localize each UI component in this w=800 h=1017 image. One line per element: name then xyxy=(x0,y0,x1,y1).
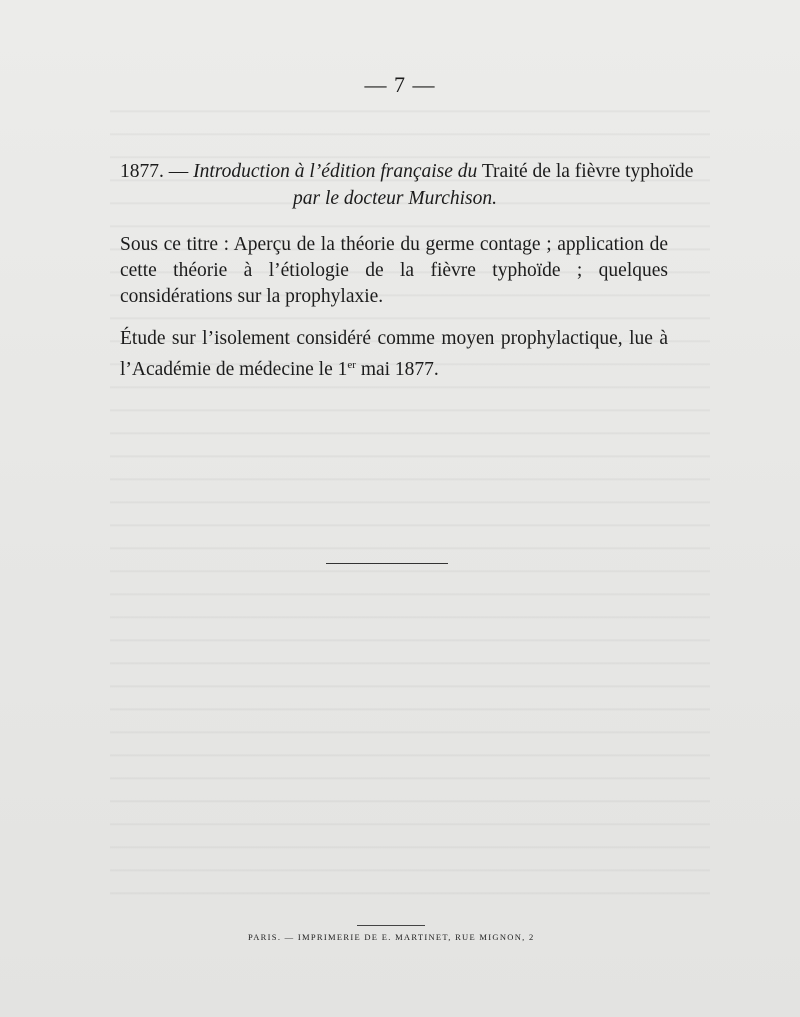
entry-roman-title: Traité de la fièvre typhoïde xyxy=(477,161,694,182)
show-through-texture xyxy=(110,90,710,910)
section-divider xyxy=(326,563,448,564)
entry-italic-title: Introduction à l’édition française du xyxy=(193,161,478,182)
ordinal-superscript: er xyxy=(347,359,356,371)
page-number: — 7 — xyxy=(364,72,436,97)
paragraph-study-date: mai 1877. xyxy=(355,359,439,380)
imprint-divider xyxy=(357,925,425,926)
printer-imprint: PARIS. — IMPRIMERIE DE E. MARTINET, RUE MIGNON, 2 xyxy=(248,932,535,942)
entry-author: par le docteur Murchison. xyxy=(293,188,497,209)
entry-dash: — xyxy=(163,161,194,182)
bibliography-entry-heading xyxy=(120,158,694,212)
entry-title-line xyxy=(120,158,694,185)
paragraph-description: Sous ce titre : Aperçu de la théorie du germe contage ; application de cette théorie à l’étiologie de la fièvre typhoïde ; quelques considérations sur la prophylaxie. xyxy=(120,234,668,307)
paragraph-study-text: Étude sur l’isolement considéré comme moyen prophylactique, lue à l’Académie de médecine le 1 xyxy=(120,328,668,380)
paragraph-study xyxy=(120,326,668,383)
entry-year: 1877. xyxy=(120,161,164,182)
